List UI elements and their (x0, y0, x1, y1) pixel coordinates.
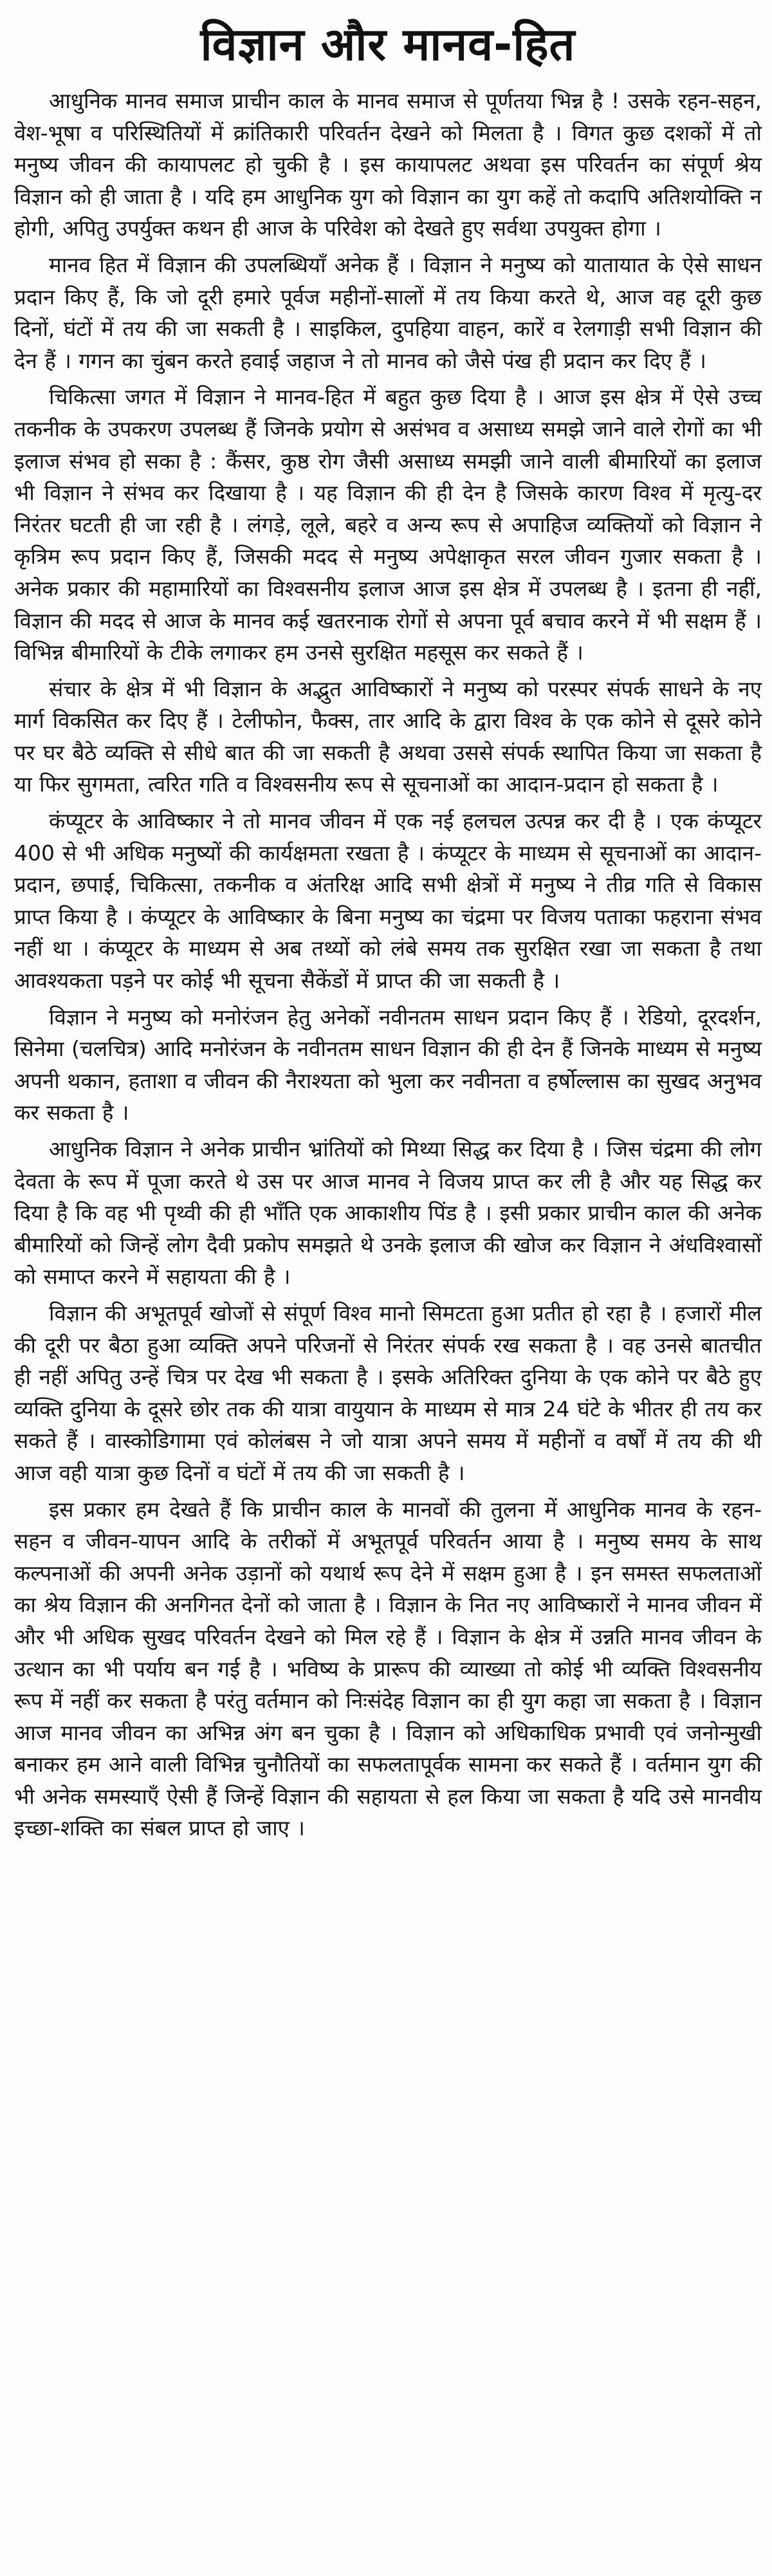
paragraph-communication: संचार के क्षेत्र में भी विज्ञान के अद्भुत आविष्कारों ने मनुष्य को परस्पर संपर्क साधने के नए मार्ग विकसित कर दिए हैं । टेलीफोन, फैक्स, तार आदि के द्वारा विश्व के एक कोने से दूसरे कोने पर घर बैठे व्यक्ति से सीधे बात की जा सकती है अथवा उससे संपर्क स्थापित किया जा सकता है या फिर सुगमता, त्वरित गति व विश्वसनीय रूप से सूचनाओं का आदान-प्रदान हो सकता है । (14, 676, 762, 797)
paragraph-shrinking-world: विज्ञान की अभूतपूर्व खोजों से संपूर्ण विश्व मानो सिमटता हुआ प्रतीत हो रहा है । हजारों मील की दूरी पर बैठा हुआ व्यक्ति अपने परिजनों से निरंतर संपर्क रख सकता है । वह उनसे बातचीत ही नहीं अपितु उन्हें चित्र पर देख भी सकता है । इसके अतिरिक्त दुनिया के एक कोने पर बैठे हुए व्यक्ति दुनिया के दूसरे छोर तक की यात्रा वायुयान के माध्यम से मात्र 24 घंटे के भीतर ही तय कर सकते हैं । वास्कोडिगामा एवं कोलंबस ने जो यात्रा अपने समय में महीनों व वर्षों में तय की थी आज वही यात्रा कुछ दिनों व घंटों में तय की जा सकती है । (14, 1300, 762, 1485)
paragraph-entertainment: विज्ञान ने मनुष्य को मनोरंजन हेतु अनेकों नवीनतम साधन प्रदान किए हैं । रेडियो, दूरदर्शन, सिनेमा (चलचित्र) आदि मनोरंजन के नवीनतम साधन विज्ञान की ही देन हैं जिनके माध्यम से मनुष्य अपनी थकान, हताशा व जीवन की नैराश्यता को भुला कर नवीनता व हर्षोल्लास का सुखद अनुभव कर सकता है । (14, 1004, 762, 1126)
essay-title: विज्ञान और मानव-हित (200, 18, 576, 71)
paragraph-computer: कंप्यूटर के आविष्कार ने तो मानव जीवन में एक नई हलचल उत्पन्न कर दी है । एक कंप्यूटर 400 से भी अधिक मनुष्यों की कार्यक्षमता रखता है । कंप्यूटर के माध्यम से सूचनाओं का आदान-प्रदान, छपाई, चिकित्सा, तकनीक व अंतरिक्ष आदि सभी क्षेत्रों में मनुष्य ने तीव्र गति से विकास प्राप्त किया है । कंप्यूटर के आविष्कार के बिना मनुष्य का चंद्रमा पर विजय पताका फहराना संभव नहीं था । कंप्यूटर के माध्यम से अब तथ्यों को लंबे समय तक सुरक्षित रखा जा सकता है तथा आवश्यकता पड़ने पर कोई भी सूचना सैकेंडों में प्राप्त की जा सकती है । (14, 808, 762, 994)
essay-body (14, 85, 762, 1844)
paragraph-modern-society: आधुनिक मानव समाज प्राचीन काल के मानव समाज से पूर्णतया भिन्न है ! उसके रहन-सहन, वेश-भूषा व परिस्थितियों में क्रांतिकारी परिवर्तन देखने को मिलता है । विगत कुछ दशकों में तो मनुष्य जीवन की कायापलट हो चुकी है । इस कायापलट अथवा इस परिवर्तन का संपूर्ण श्रेय विज्ञान को ही जाता है । यदि हम आधुनिक युग को विज्ञान का युग कहें तो कदापि अतिशयोक्ति न होगी, अपितु उपर्युक्त कथन ही आज के परिवेश को देखते हुए सर्वथा उपयुक्त होगा । (14, 88, 762, 241)
paragraph-superstitions: आधुनिक विज्ञान ने अनेक प्राचीन भ्रांतियों को मिथ्या सिद्ध कर दिया है । जिस चंद्रमा की लोग देवता के रूप में पूजा करते थे उस पर आज मानव ने विजय प्राप्त कर ली है और यह सिद्ध कर दिया है कि वह भी पृथ्वी की ही भाँति एक आकाशीय पिंड है । इसी प्रकार प्राचीन काल की अनेक बीमारियों को जिन्हें लोग दैवी प्रकोप समझते थे उनके इलाज की खोज कर विज्ञान ने अंधविश्वासों को समाप्त करने में सहायता की है । (14, 1136, 762, 1290)
paragraph-transport: मानव हित में विज्ञान की उपलब्धियाँ अनेक हैं । विज्ञान ने मनुष्य को यातायात के ऐसे साधन प्रदान किए हैं, कि जो दूरी हमारे पूर्वज महीनों-सालों में तय किया करते थे, आज वह दूरी कुछ दिनों, घंटों में तय की जा सकती है । साइकिल, दुपहिया वाहन, कारें व रेलगाड़ी सभी विज्ञान की देन हैं । गगन का चुंबन करते हवाई जहाज ने तो मानव को जैसे पंख ही प्रदान कर दिए हैं । (14, 252, 762, 373)
paragraph-medicine: चिकित्सा जगत में विज्ञान ने मानव-हित में बहुत कुछ दिया है । आज इस क्षेत्र में ऐसे उच्च तकनीक के उपकरण उपलब्ध हैं जिनके प्रयोग से असंभव व असाध्य समझे जाने वाले रोगों का भी इलाज संभव हो सका है : कैंसर, कुष्ठ रोग जैसी असाध्य समझी जाने वाली बीमारियों का इलाज भी विज्ञान ने संभव कर दिखाया है । यह विज्ञान की ही देन है जिसके कारण विश्व में मृत्यु-दर निरंतर घटती ही जा रही है । लंगड़े, लूले, बहरे व अन्य रूप से अपाहिज व्यक्तियों को विज्ञान ने कृत्रिम रूप प्रदान किए हैं, जिसकी मदद से मनुष्य अपेक्षाकृत सरल जीवन गुजार सकता है । अनेक प्रकार की महामारियों का विश्वसनीय इलाज आज इस क्षेत्र में उपलब्ध है । इतना ही नहीं, विज्ञान की मदद से आज के मानव कई खतरनाक रोगों से अपना पूर्व बचाव करने में भी सक्षम हैं । विभिन्न बीमारियों के टीके लगाकर हम उनसे सुरक्षित महसूस कर सकते हैं । (14, 384, 762, 665)
paragraph-conclusion: इस प्रकार हम देखते हैं कि प्राचीन काल के मानवों की तुलना में आधुनिक मानव के रहन-सहन व जीवन-यापन आदि के तरीकों में अभूतपूर्व परिवर्तन आया है । मनुष्य समय के साथ कल्पनाओं की अपनी अनेक उड़ानों को यथार्थ रूप देने में सक्षम हुआ है । इन समस्त सफलताओं का श्रेय विज्ञान की अनगिनत देनों को जाता है । विज्ञान के नित नए आविष्कारों ने मानव जीवन में और भी अधिक सुखद परिवर्तन देखने को मिल रहे हैं । विज्ञान के क्षेत्र में उन्नति मानव जीवन के उत्थान का भी पर्याय बन गई है । भविष्य के प्रारूप की व्याख्या तो कोई भी व्यक्ति विश्वसनीय रूप में नहीं कर सकता है परंतु वर्तमान को निःसंदेह विज्ञान का ही युग कहा जा सकता है । विज्ञान आज मानव जीवन का अभिन्न अंग बन चुका है । विज्ञान को अधिकाधिक प्रभावी एवं जनोन्मुखी बनाकर हम आने वाली विभिन्न चुनौतियों का सफलतापूर्वक सामना कर सकते हैं । वर्तमान युग की भी अनेक समस्याएँ ऐसी हैं जिन्हें विज्ञान की सहायता से हल किया जा सकता है यदि उसे मानवीय इच्छा-शक्ति का संबल प्राप्त हो जाए । (14, 1496, 762, 1841)
